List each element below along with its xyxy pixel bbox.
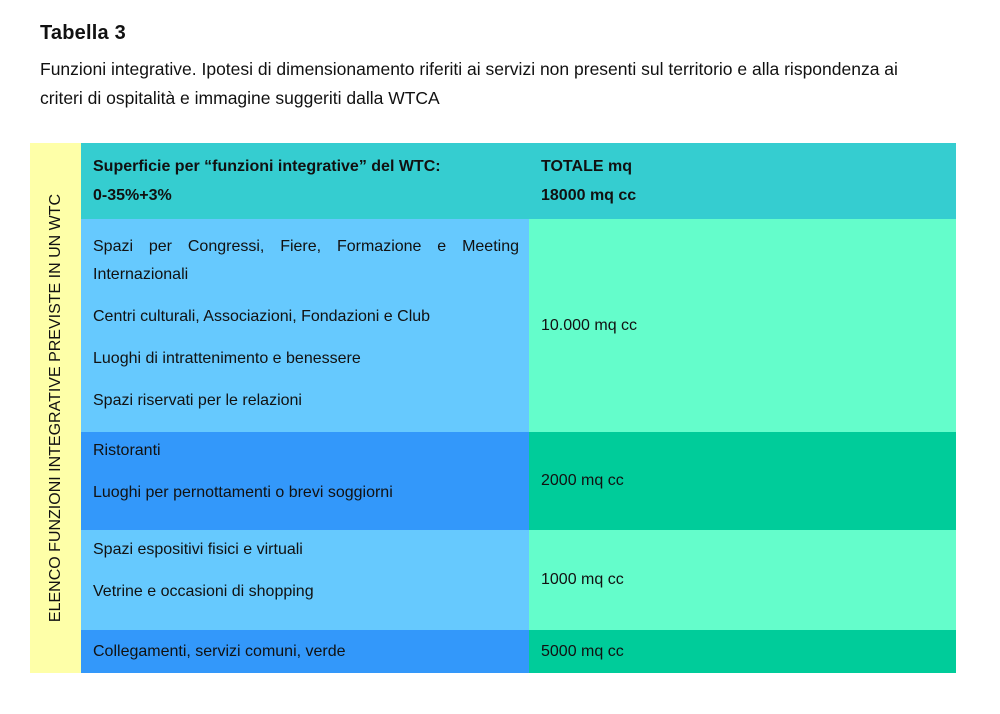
header-total-label: TOTALE mq [541, 158, 632, 175]
table-row-2-value-cell [529, 432, 956, 530]
list-item: Vetrine e occasioni di shopping [93, 583, 314, 600]
header-total-value: 18000 mq cc [541, 187, 637, 204]
header-right-cell [529, 143, 956, 219]
list-item: Spazi riservati per le relazioni [93, 392, 302, 409]
header-left-cell [81, 143, 529, 219]
header-surface-percentage: 0-35%+3% [93, 187, 172, 204]
table-row-4-value-cell [529, 630, 956, 673]
list-item: Collegamenti, servizi comuni, verde [93, 642, 346, 660]
table-row-2-items [81, 432, 529, 530]
table-row-4-items [81, 630, 529, 673]
header-surface-label: Superficie per “funzioni integrative” del WTC: [93, 158, 441, 175]
table-row-2-value: 2000 mq cc [541, 472, 624, 489]
table-row-1-items [81, 219, 529, 432]
list-item: Centri culturali, Associazioni, Fondazioni e Club [93, 308, 431, 325]
functions-table [30, 143, 956, 673]
list-item: Spazi espositivi fisici e virtuali [93, 541, 303, 558]
table-caption: Funzioni integrative. Ipotesi di dimensionamento riferiti ai servizi non presenti sul territorio e alla rispondenza ai criteri di ospitalità e immagine suggeriti dalla WTCA [40, 59, 898, 108]
table-row-3-value: 1000 mq cc [541, 571, 624, 588]
table-row-1-value-cell [529, 219, 956, 432]
list-item: Luoghi di intrattenimento e benessere [93, 350, 361, 367]
table-row-1-value: 10.000 mq cc [541, 316, 638, 334]
list-item: Spazi per Congressi, Fiere, Formazione e Meeting Internazionali [93, 238, 519, 283]
table-title: Tabella 3 [40, 22, 126, 44]
table-row-4-value: 5000 mq cc [541, 642, 624, 660]
table-row-3-items [81, 530, 529, 630]
list-item: Ristoranti [93, 442, 161, 459]
table-row-3-value-cell [529, 530, 956, 630]
side-label-column [30, 143, 81, 673]
list-item: Luoghi per pernottamenti o brevi soggiorni [93, 484, 393, 501]
side-label: ELENCO FUNZIONI INTEGRATIVE PREVISTE IN UN WTC [47, 193, 64, 623]
